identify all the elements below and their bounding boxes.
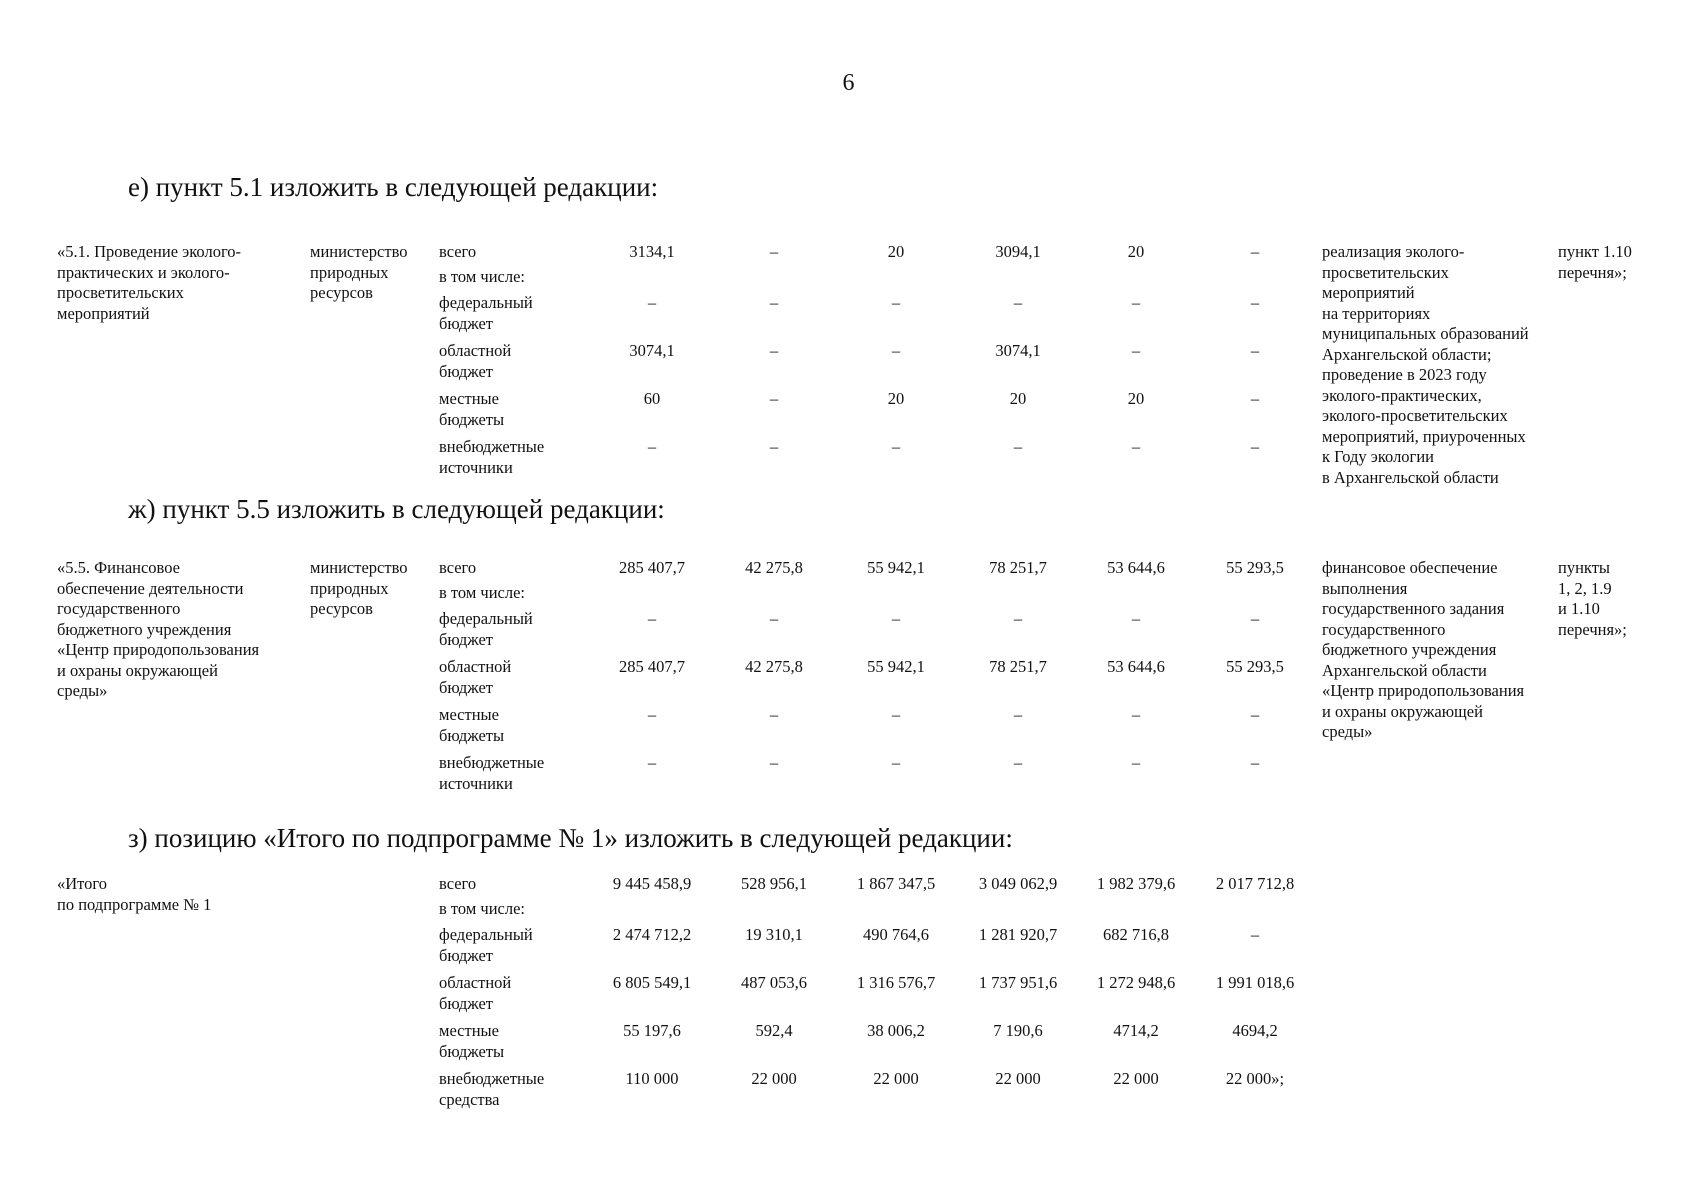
reference-note: пункт 1.10 перечня»; xyxy=(1558,242,1632,282)
funding-source-label: федеральный бюджет xyxy=(439,293,533,333)
amount-cell: 22 000 xyxy=(1113,1069,1159,1088)
amount-cell: – xyxy=(1250,753,1260,772)
measure-title: «Итого по подпрограмме № 1 xyxy=(57,874,212,914)
amount-cell: – xyxy=(891,341,901,360)
amount-cell: 55 197,6 xyxy=(623,1021,681,1040)
amount-cell: – xyxy=(1250,242,1260,261)
amount-cell: 55 293,5 xyxy=(1226,558,1284,577)
amount-cell: – xyxy=(1250,293,1260,312)
expected-result: реализация эколого- просветительских мероприятий на территориях муниципальных образований Архангельской области; проведение в 2023 году эколого-практических, эколого-просветительских мероприятий, приуроченных к Году экологии в Архангельской области xyxy=(1322,242,1529,487)
amount-cell: 20 xyxy=(887,242,905,261)
page-number: 6 xyxy=(842,70,855,96)
amount-cell: 528 956,1 xyxy=(741,874,807,893)
amount-cell: – xyxy=(647,437,657,456)
amount-cell: 42 275,8 xyxy=(745,657,803,676)
amount-cell: 3074,1 xyxy=(995,341,1041,360)
amount-cell: 3 049 062,9 xyxy=(978,874,1058,893)
amount-cell: – xyxy=(1250,925,1260,944)
amount-cell: 3074,1 xyxy=(629,341,675,360)
amount-cell: 1 737 951,6 xyxy=(978,973,1058,992)
funding-source-label: всего xyxy=(439,558,477,577)
amount-cell: 60 xyxy=(643,389,661,408)
funding-source-label: внебюджетные источники xyxy=(439,437,545,477)
amount-cell: – xyxy=(769,753,779,772)
amount-cell: – xyxy=(769,609,779,628)
amount-cell: – xyxy=(1131,437,1141,456)
amount-cell: 22 000 xyxy=(751,1069,797,1088)
amount-cell: 55 942,1 xyxy=(867,558,925,577)
amount-cell: – xyxy=(647,293,657,312)
amount-cell: – xyxy=(891,609,901,628)
amount-cell: 53 644,6 xyxy=(1107,558,1165,577)
amount-cell: 42 275,8 xyxy=(745,558,803,577)
amount-cell: 55 293,5 xyxy=(1226,657,1284,676)
section-heading: з) позицию «Итого по подпрограмме № 1» изложить в следующей редакции: xyxy=(128,823,1013,853)
amount-cell: – xyxy=(1013,705,1023,724)
amount-cell: 19 310,1 xyxy=(745,925,803,944)
amount-cell: 285 407,7 xyxy=(619,657,685,676)
amount-cell: – xyxy=(1013,753,1023,772)
amount-cell: 3134,1 xyxy=(629,242,675,261)
amount-cell: – xyxy=(1250,609,1260,628)
amount-cell: 487 053,6 xyxy=(741,973,807,992)
amount-cell: 38 006,2 xyxy=(867,1021,925,1040)
amount-cell: – xyxy=(1131,705,1141,724)
amount-cell: – xyxy=(891,705,901,724)
funding-source-label: внебюджетные средства xyxy=(439,1069,545,1109)
amount-cell: 1 272 948,6 xyxy=(1096,973,1176,992)
amount-cell: – xyxy=(769,705,779,724)
amount-cell: 110 000 xyxy=(625,1069,679,1088)
amount-cell: 1 316 576,7 xyxy=(856,973,936,992)
amount-cell: – xyxy=(769,293,779,312)
amount-cell: – xyxy=(1250,437,1260,456)
funding-source-label: внебюджетные источники xyxy=(439,753,545,793)
funding-source-label: в том числе: xyxy=(439,583,526,602)
amount-cell: – xyxy=(769,341,779,360)
amount-cell: 7 190,6 xyxy=(993,1021,1043,1040)
reference-note: пункты 1, 2, 1.9 и 1.10 перечня»; xyxy=(1558,558,1627,639)
measure-title: «5.5. Финансовое обеспечение деятельности государственного бюджетного учреждения «Центр природопользования и охраны окружающей среды» xyxy=(57,558,260,700)
amount-cell: 682 716,8 xyxy=(1103,925,1169,944)
funding-source-label: местные бюджеты xyxy=(439,705,505,745)
amount-cell: – xyxy=(1250,389,1260,408)
amount-cell: 2 017 712,8 xyxy=(1215,874,1295,893)
funding-source-label: всего xyxy=(439,242,477,261)
amount-cell: 4714,2 xyxy=(1113,1021,1159,1040)
amount-cell: 22 000»; xyxy=(1225,1069,1285,1088)
amount-cell: 20 xyxy=(887,389,905,408)
amount-cell: 20 xyxy=(1009,389,1027,408)
funding-source-label: в том числе: xyxy=(439,899,526,918)
amount-cell: 53 644,6 xyxy=(1107,657,1165,676)
amount-cell: 78 251,7 xyxy=(989,558,1047,577)
amount-cell: – xyxy=(647,705,657,724)
amount-cell: 20 xyxy=(1127,389,1145,408)
funding-source-label: в том числе: xyxy=(439,267,526,286)
amount-cell: 9 445 458,9 xyxy=(612,874,692,893)
funding-source-label: федеральный бюджет xyxy=(439,609,533,649)
expected-result: финансовое обеспечение выполнения государственного задания государственного бюджетного учреждения Архангельской области «Центр природопользования и охраны окружающей среды» xyxy=(1322,558,1525,741)
amount-cell: – xyxy=(1131,753,1141,772)
funding-source-label: всего xyxy=(439,874,477,893)
amount-cell: 6 805 549,1 xyxy=(612,973,692,992)
amount-cell: 78 251,7 xyxy=(989,657,1047,676)
amount-cell: – xyxy=(769,389,779,408)
amount-cell: – xyxy=(1013,293,1023,312)
amount-cell: 20 xyxy=(1127,242,1145,261)
amount-cell: 22 000 xyxy=(873,1069,919,1088)
amount-cell: – xyxy=(891,753,901,772)
amount-cell: 1 991 018,6 xyxy=(1215,973,1295,992)
amount-cell: – xyxy=(1131,341,1141,360)
amount-cell: 1 867 347,5 xyxy=(856,874,936,893)
amount-cell: 3094,1 xyxy=(995,242,1041,261)
amount-cell: 2 474 712,2 xyxy=(612,925,692,944)
amount-cell: – xyxy=(769,437,779,456)
amount-cell: 4694,2 xyxy=(1232,1021,1278,1040)
amount-cell: – xyxy=(769,242,779,261)
amount-cell: – xyxy=(1250,705,1260,724)
responsible-org: министерство природных ресурсов xyxy=(310,242,408,302)
amount-cell: – xyxy=(1250,341,1260,360)
amount-cell: – xyxy=(891,437,901,456)
amount-cell: 285 407,7 xyxy=(619,558,685,577)
amount-cell: – xyxy=(1013,609,1023,628)
amount-cell: 1 281 920,7 xyxy=(978,925,1058,944)
funding-source-label: областной бюджет xyxy=(439,973,512,1013)
amount-cell: 490 764,6 xyxy=(863,925,929,944)
amount-cell: – xyxy=(647,753,657,772)
funding-source-label: областной бюджет xyxy=(439,341,512,381)
amount-cell: 592,4 xyxy=(755,1021,793,1040)
funding-source-label: местные бюджеты xyxy=(439,389,505,429)
funding-source-label: местные бюджеты xyxy=(439,1021,505,1061)
amount-cell: – xyxy=(1013,437,1023,456)
amount-cell: – xyxy=(647,609,657,628)
amount-cell: 55 942,1 xyxy=(867,657,925,676)
amount-cell: – xyxy=(1131,609,1141,628)
amount-cell: 22 000 xyxy=(995,1069,1041,1088)
amount-cell: – xyxy=(1131,293,1141,312)
funding-source-label: федеральный бюджет xyxy=(439,925,533,965)
measure-title: «5.1. Проведение эколого- практических и эколого- просветительских мероприятий xyxy=(57,242,242,323)
section-heading: ж) пункт 5.5 изложить в следующей редакции: xyxy=(128,494,665,524)
section-heading: е) пункт 5.1 изложить в следующей редакции: xyxy=(128,172,659,202)
amount-cell: 1 982 379,6 xyxy=(1096,874,1176,893)
responsible-org: министерство природных ресурсов xyxy=(310,558,408,618)
amount-cell: – xyxy=(891,293,901,312)
funding-source-label: областной бюджет xyxy=(439,657,512,697)
